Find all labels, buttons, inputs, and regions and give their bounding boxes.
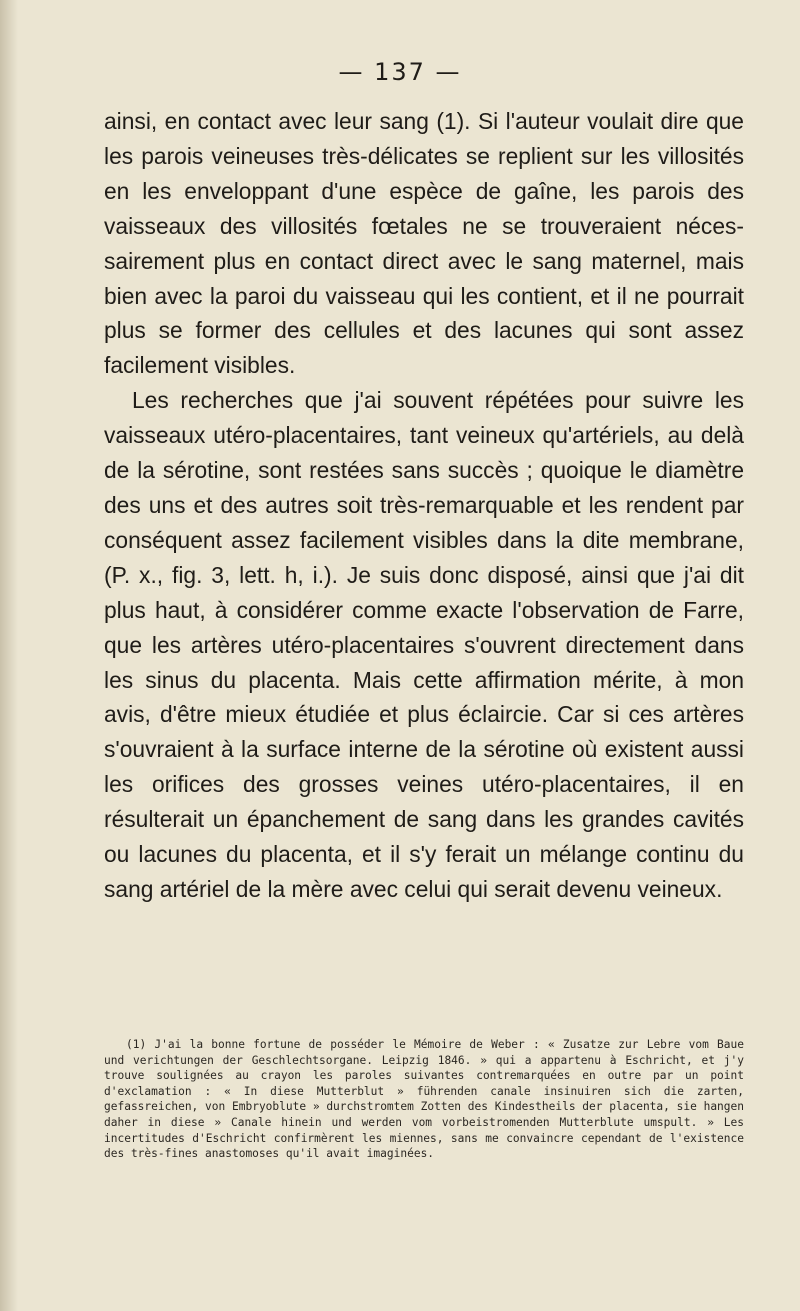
paragraph-2: Les recherches que j'ai souvent répétées pour suivre les vaisseaux utéro-placentaires, tant veineux qu'artériels, au delà de la sérotine, sont restées sans succès ; quoique le diamètre des uns et des autres soit très-remarquable et les rendent par conséquent assez facilement visibles dans la dite membrane, (P. x., fig. 3, lett. h, i.). Je suis donc disposé, ainsi que j'ai dit plus haut, à considérer comme exacte l'observation de Farre, que les artères utéro-placentaires s'ouvrent directement dans les sinus du placenta. Mais cette affirmation mérite, à mon avis, d'être mieux étudiée et plus éclaircie. Car si ces artères s'ouvraient à la surface interne de la sérotine où existent aussi les orifices des grosses veines utéro-placentaires, il en résulterait un épanchement de sang dans les grandes cavités ou lacunes du placenta, et il s'y ferait un mélange continu du sang artériel de la mère avec celui qui serait devenu veineux.	[104, 387, 744, 902]
paragraph-1: ainsi, en contact avec leur sang (1). Si l'auteur voulait dire que les parois veineuses très-délicates se replient sur les villosités en les enveloppant d'une espèce de gaîne, les parois des vaisseaux des villosités fœtales ne se trouveraient nécessairement plus en contact direct avec le sang maternel, mais bien avec la paroi du vaisseau qui les contient, et il ne pourrait plus se former des cellules et des lacunes qui sont assez facilement visibles.	[104, 108, 744, 379]
page-number: — 137 —	[338, 58, 462, 86]
footnote	[104, 1037, 744, 1162]
body-text	[104, 104, 744, 907]
page-edge-shadow	[0, 0, 18, 1311]
footnote-text: (1) J'ai la bonne fortune de posséder le Mémoire de Weber : « Zusatze zur Lebre vom Baue und verichtungen der Geschlechtsorgane. Leipzig 1846. » qui a appartenu à Eschricht, et j'y trouve soulignées au crayon les paroles suivantes contremarquées en outre par un point d'exclamation : « In diese Mutterblut » führenden canale insinuiren sich die zarten, gefassreichen, von Embryoblute » durchstromtem Zotten des Kindestheils der placenta, sie hangen daher in diese » Canale hinein und werden vom vorbeistromenden Mutterblute umspult. » Les incertitudes d'Eschricht confirmèrent les miennes, sans me convaincre cependant de l'existence des très-fines anastomoses qu'il avait imaginées.	[104, 1038, 744, 1161]
